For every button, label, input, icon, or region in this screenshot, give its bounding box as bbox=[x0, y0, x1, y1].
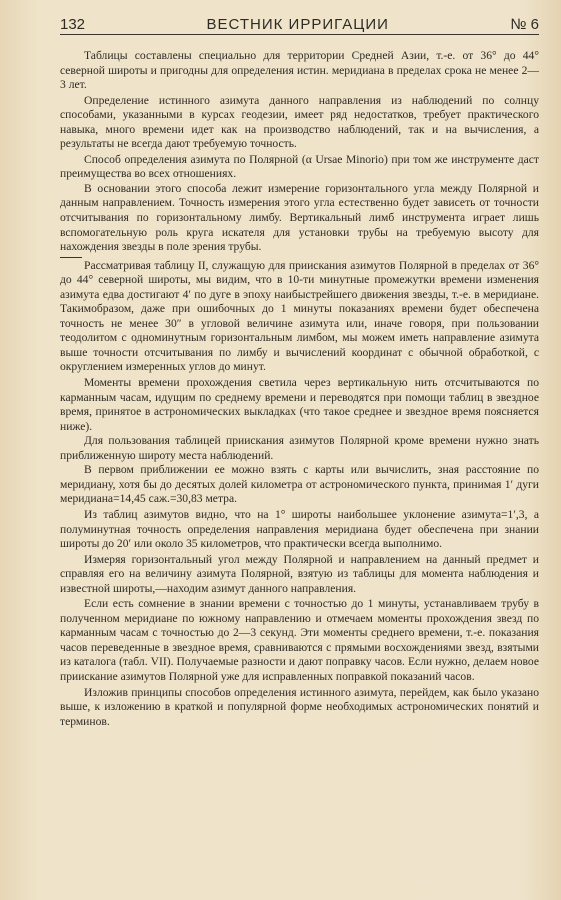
section-divider bbox=[60, 257, 82, 258]
issue-number: № 6 bbox=[510, 16, 539, 33]
paragraph: Измеряя горизонтальный угол между Полярной и направлением на данный предмет и справляя его на величину азимута Полярной, взятую из таблицы для момента наблюдения и известной широты,—находим азимут данного направления. bbox=[60, 552, 539, 595]
paragraph: Для пользования таблицей приискания азимутов Полярной кроме времени нужно знать приближенную широту места наблюдений. bbox=[60, 434, 539, 462]
paragraph: Из таблиц азимутов видно, что на 1° широты наибольшее уклонение азимута=1′,3, а полуминутная точность определения направления меридиана будет обеспечена при знании широты до 20′ или около 35 километров, что практически всегда выполнимо. bbox=[60, 507, 539, 551]
running-header bbox=[60, 16, 539, 35]
paragraph: Если есть сомнение в знании времени с точностью до 1 минуты, устанавливаем трубу в полученном меридиане по южному направлению и отмечаем моменты прохождения звезд по карманным часам с точностью до 2—3 секунд. Эти моменты среднего времени, т.-е. показания часов переведенные в звездное время, сравниваются с прямыми восхождениями звезд, взятыми из каталога (табл. VII). Получаемые разности и дают поправку часов. Если нужно, делаем новое приискание азимутов Полярной уже для исправленных поправкой показаний часов. bbox=[60, 597, 539, 683]
paragraph: Рассматривая таблицу II, служащую для приискания азимутов Полярной в пределах от 36° до 44° северной широты, мы видим, что в 10-ти минутные промежутки времени изменения азимута едва достигают 4′ по дуге в эпоху наибыстрейшего движения звезды, т.-е. в меридиане. Такимобразом, даже при ошибочных до 1 минуты показаниях времени будет обеспечена точность не менее 30″ в угловой величине азимута или, иначе говоря, при пользовании теодолитом с одноминутным горизонтальным лимбом, мы можем иметь направление азимута выше точности отсчитывания по лимбу и вычислений координат с обычной обработкой, с округлением измеренных углов до минут. bbox=[60, 258, 539, 374]
paragraph: В первом приближении ее можно взять с карты или вычислить, зная расстояние по меридиану, хотя бы до десятых долей километра от астрономического пункта, принимая 1′ дуги меридиана=14,45 саж.=30,83 метра. bbox=[60, 463, 539, 506]
paragraph: Таблицы составлены специально для территории Средней Азии, т.-е. от 36° до 44° северной широты и пригодны для определения истин. меридиана в пределах срока не менее 2—3 лет. bbox=[60, 49, 539, 92]
paragraph: Способ определения азимута по Полярной (α Ursae Minorio) при том же инструменте даст преимущества во всех отношениях. bbox=[60, 152, 539, 181]
page-number: 132 bbox=[60, 16, 86, 33]
paragraph: Изложив принципы способов определения истинного азимута, перейдем, как было указано выше, к изложению в краткой и популярной форме необходимых астрономических понятий и терминов. bbox=[60, 685, 539, 728]
paragraph: Моменты времени прохождения светила через вертикальную нить отсчитываются по карманным часам, идущим по среднему времени и переводятся при помощи таблиц в звездное время, принятое в астрономических выкладках (что такое среднее и звездное время поясняется ниже). bbox=[60, 376, 539, 433]
paragraph: Определение истинного азимута данного направления из наблюдений по солнцу способами, указанными в курсах геодезии, имеет ряд недостатков, требует практического навыка, много времени идет как на производство наблюдений, так и на вычисления, а результаты не всегда дают требуемую точность. bbox=[60, 93, 539, 151]
journal-title: ВЕСТНИК ИРРИГАЦИИ bbox=[206, 16, 389, 33]
article-body bbox=[60, 49, 539, 729]
paragraph: В основании этого способа лежит измерение горизонтального угла между Полярной и данным направлением. Точность измерения этого угла естественно будет зависеть от точности отсчитывания по горизонтальному лимбу. Вертикальный лимб инструмента играет лишь вспомогательную роль круга искателя для установки трубы на требуемую высоту для нахождения звезды в поле зрения трубы. bbox=[60, 181, 539, 254]
